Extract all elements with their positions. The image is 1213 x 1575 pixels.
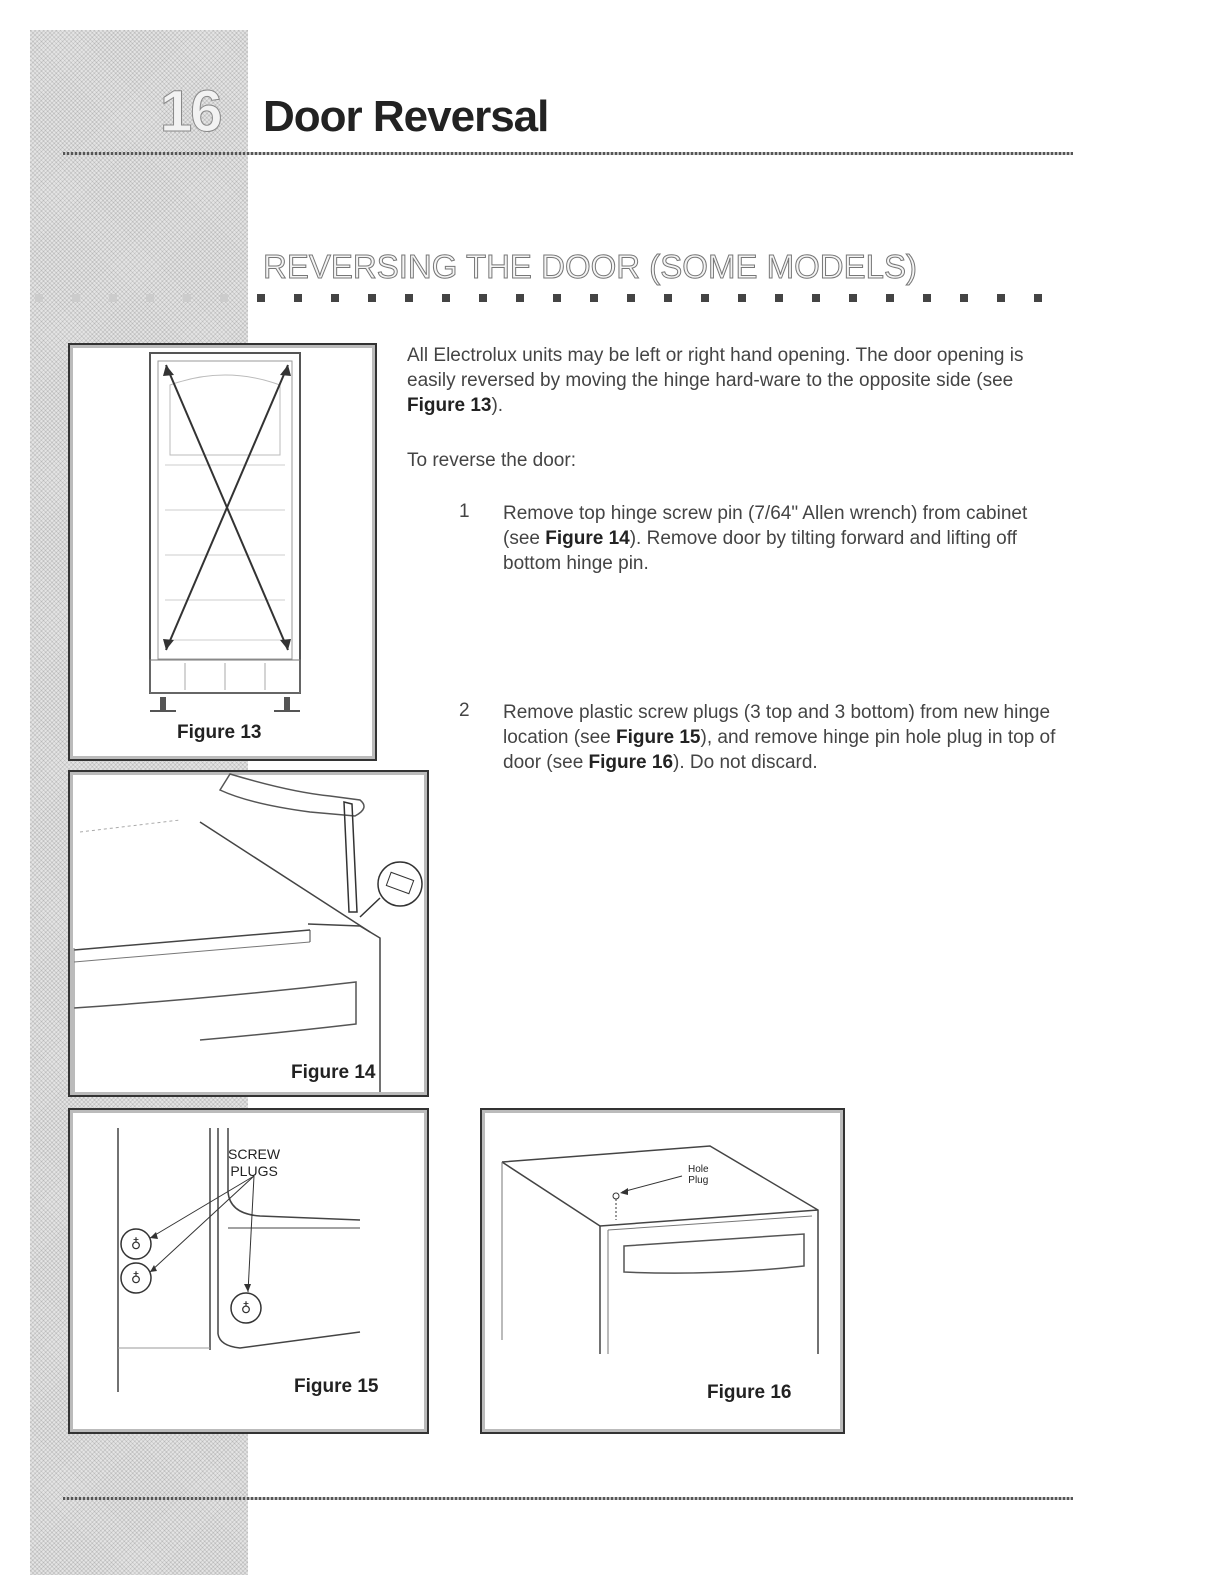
intro-paragraph <box>407 343 1057 418</box>
intro-text: All Electrolux units may be left or right hand opening. The door opening is easily reversed by moving the hinge hard-ware to the opposite side (see <box>407 345 1024 391</box>
divider-square <box>109 294 117 302</box>
lead-text: To reverse the door: <box>407 450 576 471</box>
figure-caption: Figure 16 <box>707 1382 792 1403</box>
svg-text:♁: ♁ <box>130 1237 142 1253</box>
step-text-part: ), and remove hinge pin hole plug in top of door (see <box>503 727 1056 773</box>
step-text <box>503 501 1058 576</box>
divider-square <box>146 294 154 302</box>
figure-14 <box>68 770 429 1097</box>
svg-text:♁: ♁ <box>130 1271 142 1287</box>
divider-square <box>775 294 783 302</box>
page-number: 16 <box>160 79 221 144</box>
footer-rule <box>63 1497 1073 1500</box>
figure-14-drawing <box>70 772 427 1095</box>
hole-plug-label <box>688 1164 709 1186</box>
page-title: Door Reversal <box>263 92 549 141</box>
figure-15 <box>68 1108 429 1434</box>
step-text <box>503 700 1073 775</box>
divider-square <box>331 294 339 302</box>
figure-ref: Figure 13 <box>407 395 492 416</box>
step-number: 2 <box>459 700 470 721</box>
divider-square <box>701 294 709 302</box>
intro-text-end: ). <box>491 395 504 416</box>
divider-square <box>368 294 376 302</box>
figure-ref: Figure 16 <box>588 752 674 773</box>
figure-16 <box>480 1108 845 1434</box>
divider-square <box>886 294 894 302</box>
step-text-part: Remove plastic screw plugs (3 top and 3 bottom) from new hinge location (see <box>503 702 1051 748</box>
divider-square <box>553 294 561 302</box>
step-text-part: Remove top hinge screw pin (7/64" Allen wrench) from cabinet (see <box>503 503 1028 549</box>
divider-square <box>812 294 820 302</box>
header-rule <box>63 152 1073 155</box>
divider-square <box>183 294 191 302</box>
divider-square <box>35 294 43 302</box>
figure-ref: Figure 15 <box>616 727 701 748</box>
label-line: Hole <box>688 1164 709 1175</box>
figure-caption: Figure 13 <box>177 722 262 743</box>
step-text-part: ). Do not discard. <box>673 752 818 773</box>
divider-square <box>1034 294 1042 302</box>
divider-square <box>479 294 487 302</box>
divider-square <box>627 294 635 302</box>
section-heading: REVERSING THE DOOR (SOME MODELS) <box>263 248 917 285</box>
figure-caption: Figure 14 <box>291 1062 376 1083</box>
square-divider <box>35 294 1075 304</box>
label-line: PLUGS <box>230 1163 278 1179</box>
divider-square <box>257 294 265 302</box>
divider-square <box>220 294 228 302</box>
label-line: Plug <box>688 1175 709 1186</box>
divider-square <box>405 294 413 302</box>
step-number: 1 <box>459 501 470 522</box>
figure-13-drawing <box>70 345 375 759</box>
divider-square <box>738 294 746 302</box>
divider-square <box>960 294 968 302</box>
divider-square <box>294 294 302 302</box>
divider-square <box>516 294 524 302</box>
divider-square <box>72 294 80 302</box>
figure-ref: Figure 14 <box>545 528 630 549</box>
label-line: SCREW <box>228 1146 281 1162</box>
divider-square <box>997 294 1005 302</box>
screw-plugs-label <box>228 1146 280 1180</box>
svg-text:♁: ♁ <box>240 1301 252 1317</box>
divider-square <box>590 294 598 302</box>
figure-13 <box>68 343 377 761</box>
divider-square <box>849 294 857 302</box>
step-text-part: ). Remove door by tilting forward and lifting off bottom hinge pin. <box>503 528 1017 574</box>
divider-square <box>923 294 931 302</box>
figure-caption: Figure 15 <box>294 1376 379 1397</box>
divider-square <box>664 294 672 302</box>
divider-square <box>442 294 450 302</box>
